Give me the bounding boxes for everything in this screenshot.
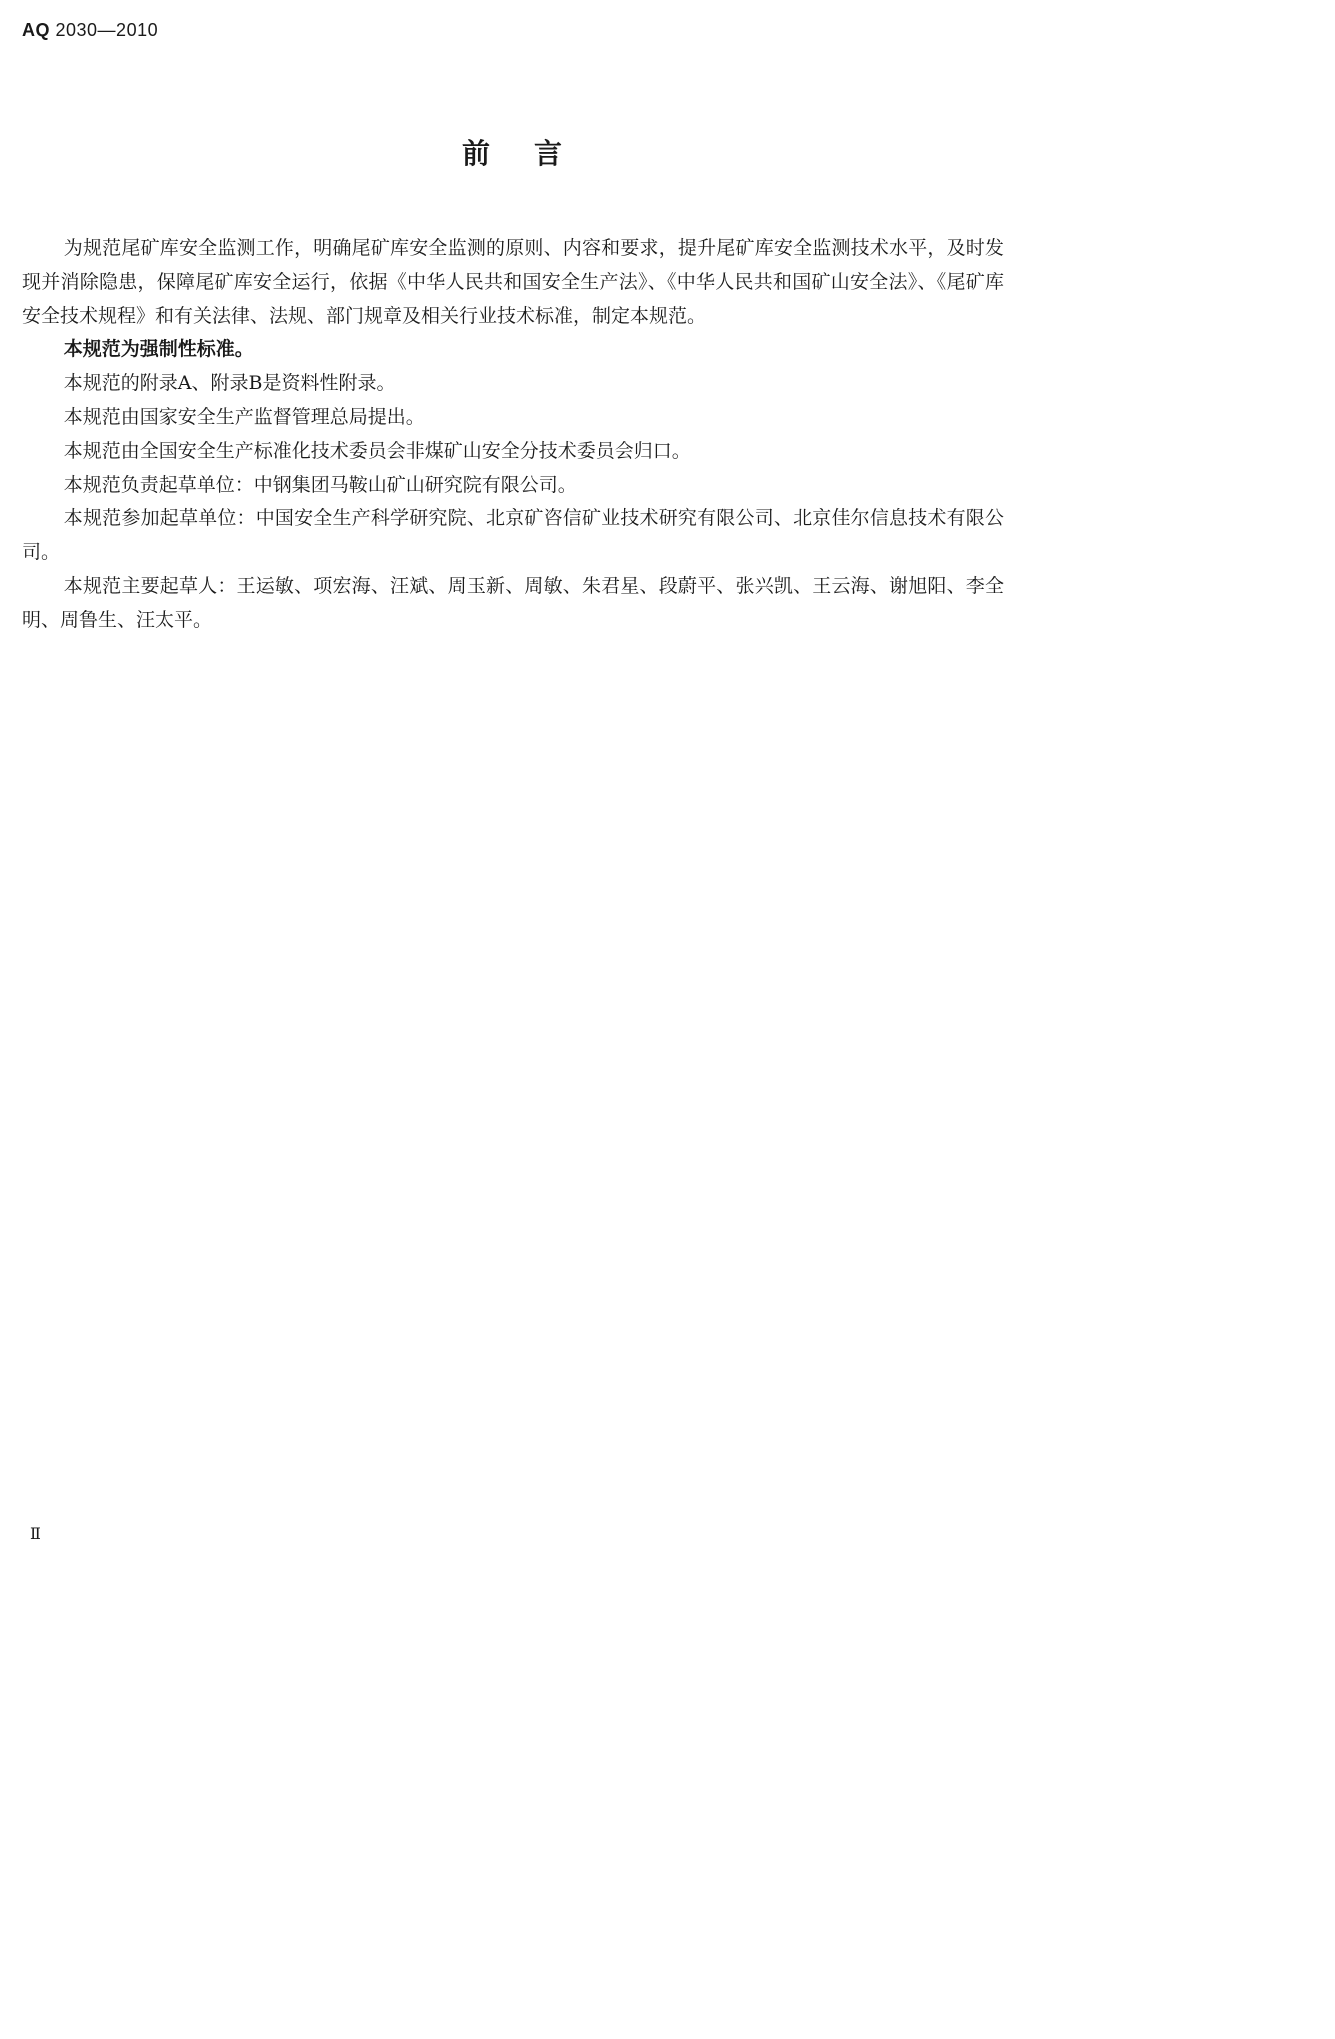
standard-number: 2030—2010 bbox=[55, 20, 159, 40]
page-title: 前言 bbox=[461, 137, 606, 170]
paragraph-administered-by: 本规范由全国安全生产标准化技术委员会非煤矿山安全分技术委员会归口。 bbox=[63, 439, 691, 462]
paragraph-lead-drafting-unit: 本规范负责起草单位：中钢集团马鞍山矿山研究院有限公司。 bbox=[63, 473, 577, 496]
standard-number-header bbox=[22, 20, 158, 41]
paragraph-proposed-by: 本规范由国家安全生产监督管理总局提出。 bbox=[63, 405, 425, 428]
paragraph-main-drafters: 本规范主要起草人：王运敏、项宏海、汪斌、周玉新、周敏、朱君星、段蔚平、张兴凯、王云海、谢旭阳、李全明、周鲁生、汪太平。 bbox=[22, 574, 1004, 631]
foreword-body bbox=[22, 232, 1004, 638]
page-number: Ⅱ bbox=[30, 1524, 41, 1543]
paragraph-appendices: 本规范的附录A、附录B是资料性附录。 bbox=[63, 372, 396, 395]
paragraph-purpose: 为规范尾矿库安全监测工作，明确尾矿库安全监测的原则、内容和要求，提升尾矿库安全监测技术水平，及时发现并消除隐患，保障尾矿库安全运行，依据《中华人民共和国安全生产法》、《中华人民共和国矿山安全法》、《尾矿库安全技术规程》和有关法律、法规、部门规章及相关行业技术标准，制定本规范。 bbox=[22, 237, 1004, 327]
paragraph-mandatory-standard: 本规范为强制性标准。 bbox=[63, 338, 254, 361]
standard-prefix: AQ bbox=[22, 20, 50, 40]
paragraph-participating-units: 本规范参加起草单位：中国安全生产科学研究院、北京矿咨信矿业技术研究有限公司、北京佳尔信息技术有限公司。 bbox=[22, 507, 1004, 564]
